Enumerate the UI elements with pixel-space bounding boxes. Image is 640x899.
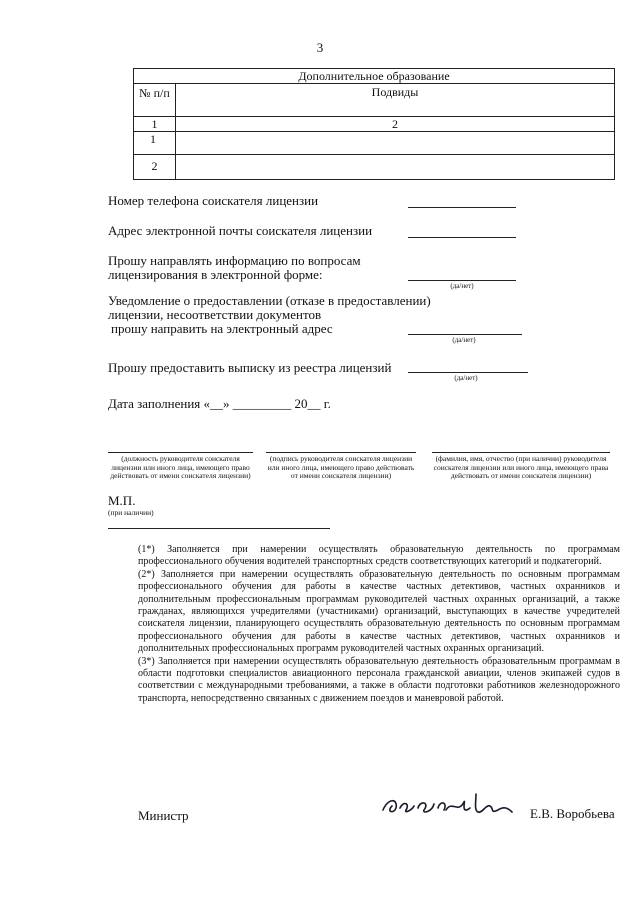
footnote-3: (3*) Заполняется при намерении осуществлять образовательную деятельность образовательным программам в области подготовки специалистов авиационного персонала гражданской авиации, членов экипажей судов в соответствии с международными требованиями, а также в области подготовки работников железнодорожного транспорта, непосредственно связанных с движением поездов и маневровой работой. <box>138 655 620 704</box>
extract-label: Прошу предоставить выписку из реестра лицензий <box>108 360 392 375</box>
phone-label: Номер телефона соискателя лицензии <box>108 193 319 208</box>
row-number: 2 <box>134 155 176 179</box>
minister-title: Министр <box>138 808 189 823</box>
row-number: 1 <box>134 132 176 154</box>
email-field[interactable] <box>408 237 516 238</box>
table-title: Дополнительное образование <box>134 69 614 84</box>
electronic-field[interactable] <box>408 280 516 281</box>
education-table <box>133 68 615 180</box>
electronic-label-line-1: Прошу направлять информацию по вопросам <box>108 253 361 268</box>
notice-label-line-1: Уведомление о предоставлении (отказе в предоставлении) <box>108 293 431 308</box>
position-caption: (должность руководителя соискателя лицензии или иного лица, имеющего право действовать от имени соискателя лицензии) <box>110 454 251 480</box>
signature-line[interactable] <box>266 452 416 453</box>
footnote-separator <box>108 528 330 529</box>
notice-email-field[interactable] <box>408 334 522 335</box>
phone-field[interactable] <box>408 207 516 208</box>
table-row <box>134 155 614 179</box>
date-field[interactable]: Дата заполнения «__» _________ 20__ г. <box>108 396 331 411</box>
column-number-header: № п/п <box>134 84 176 116</box>
table-row <box>134 132 614 155</box>
extract-field[interactable] <box>408 372 528 373</box>
name-line[interactable] <box>432 452 610 453</box>
signature-caption: (подпись руководителя соискателя лицензии или иного лица, имеющего право действовать от имени соискателя лицензии) <box>267 454 415 480</box>
page-number: 3 <box>316 40 324 55</box>
table-column-number-row <box>134 117 614 132</box>
footnotes <box>138 544 620 705</box>
stamp-sub: (при наличии) <box>108 508 154 517</box>
column-subtypes-header: Подвиды <box>371 85 419 99</box>
yes-no-hint: (да/нет) <box>450 282 474 290</box>
column-index-1: 1 <box>134 117 176 131</box>
electronic-label-line-2: лицензирования в электронной форме: <box>108 267 323 282</box>
notice-label-line-3: прошу направить на электронный адрес <box>111 321 333 336</box>
footnote-1: (1*) Заполняется при намерении осуществлять образовательную деятельность по программам профессионального обучения водителей транспортных средств соответствующих категорий и подкатегорий. <box>138 544 620 568</box>
handwritten-signature-icon <box>378 790 523 820</box>
row-value[interactable] <box>176 155 614 179</box>
minister-name: Е.В. Воробьева <box>530 806 615 821</box>
yes-no-hint: (да/нет) <box>452 336 476 344</box>
column-index-2: 2 <box>392 117 398 131</box>
stamp-label: М.П. <box>108 493 136 508</box>
yes-no-hint: (да/нет) <box>454 374 478 382</box>
table-header-row <box>134 84 614 117</box>
name-caption: (фамилия, имя, отчество (при наличии) руководителя соискателя лицензии или иного лица, имеющего права действовать от имени соискателя лицензии) <box>433 454 609 480</box>
email-label: Адрес электронной почты соискателя лицензии <box>108 223 373 238</box>
position-line[interactable] <box>108 452 253 453</box>
notice-label-line-2: лицензии, несоответствии документов <box>108 307 322 322</box>
footnote-2: (2*) Заполняется при намерении осуществлять образовательную деятельность по основным программам профессионального обучения для работы в качестве частных детективов, частных охранников и дополнительным профессиональным программам руководителей частных охранных организаций, а также гражданах, являющихся учредителями (участниками) организаций, выступающих в качестве учредителей соискателя лицензии, планирующего осуществлять образовательную деятельность по основным программам профессионального обучения для работы в качестве частных детективов, частных охранников и дополнительных профессиональных программ руководителей частных охранных организаций. <box>138 568 620 655</box>
row-value[interactable] <box>176 132 614 154</box>
